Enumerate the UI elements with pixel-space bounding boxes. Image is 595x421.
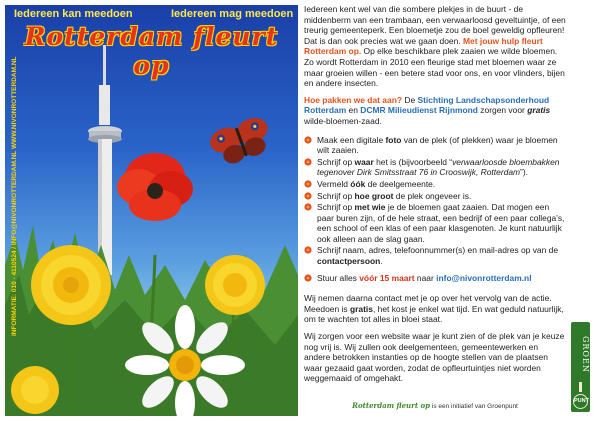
- flower-bullet-icon: [304, 246, 312, 254]
- list-item: Maak een digitale foto van de plek (of plekken) waar je bloemen wilt zaaien.: [304, 135, 566, 156]
- footer-brand: Rotterdam fleurt op: [352, 401, 431, 410]
- deadline-date: vóór 15 maart: [359, 272, 415, 283]
- list-item: Schrijf naam, adres, telefoonnummer(s) en mail-adres op van de contactpersoon.: [304, 245, 566, 266]
- footer-credit: Rotterdam fleurt op is een initiatief van Groenpunt: [352, 401, 518, 410]
- flowers-and-butterfly-illustration: [5, 115, 298, 416]
- flower-bullet-icon: [304, 192, 312, 200]
- intro-paragraph: Iedereen kent wel van die sombere plekjes in de buurt - de middenberm van een trambaan, een verwaarloosd geveltuintje, of een treurig gemeenteperk. Een bloemetje zou de boel geweldig opfleuren! Dat is dan ook precies wat we gaan doen. Met jouw hulp fleurt Rotterdam op. Op elke beschikbare plek zaaien we wilde bloemen. Zo wordt Rotterdam in 2010 een fleurige stad met bloemen waar ze maar groeien willen - een betere stad voor ons, en voor vlinders, bijen en andere insecten.: [304, 4, 566, 89]
- contact-email-link[interactable]: info@nivonrotterdam.nl: [436, 272, 532, 283]
- groen-logo-text: GROEN: [581, 335, 590, 373]
- tagline-right: Iedereen mag meedoen: [171, 8, 294, 20]
- flower-bullet-icon: [304, 180, 312, 188]
- list-item: Schrijf op waar het is (bijvoorbeeld “verwaarloosde bloembakken tegenover Dirk Smitsstraat 76 in Crooswijk, Rotterdam”).: [304, 157, 566, 178]
- poster-title: Rotterdam fleurt op: [24, 22, 279, 80]
- how-paragraph: Hoe pakken we dat aan? De Stichting Landschapsonderhoud Rotterdam en DCMR Milieudienst Rijnmond zorgen voor gratis wilde-bloemen-zaad.: [304, 94, 551, 126]
- list-item: Schrijf op hoe groot de plek ongeveer is.: [304, 191, 566, 202]
- how-question: Hoe pakken we dat aan?: [304, 94, 402, 105]
- article-body: [304, 4, 566, 390]
- list-item: Schrijf op met wie je de bloemen gaat zaaien. Dat mogen een paar buren zijn, of de hele straat, een bedrijf of een paar collega's, een school of een klas of een paar klasgenoten. Je kunt natuurlijk ook alleen aan de slag gaan.: [304, 202, 566, 244]
- flower-bullet-icon: [304, 274, 312, 282]
- intro-highlight: Met jouw hulp fleurt Rotterdam op.: [304, 35, 543, 57]
- logo-stem: [579, 382, 582, 392]
- org-dcmr: DCMR Milieudienst Rijnmond: [360, 105, 478, 116]
- punt-logo-circle: PUNT: [573, 394, 588, 409]
- flower-bullet-icon: [304, 158, 312, 166]
- steps-list: [304, 135, 566, 267]
- flower-bullet-icon: [304, 203, 312, 211]
- org-slr: Stichting Landschapsonderhoud Rotterdam: [304, 94, 550, 116]
- contact-info-vertical: INFORMATIE: 010 - 4110524 / INFO@NIVONROTTERDAM.NL WWW.NIVONROTTERDAM.NL: [11, 57, 18, 337]
- list-item: Vermeld óók de deelgemeente.: [304, 179, 566, 190]
- poster-image: [5, 5, 298, 416]
- website-paragraph: Wij zorgen voor een website waar je kunt zien of de plek van je keuze nog vrij is. Wij zullen ook deelgementeen, gemeentewerken en andere betrokken instanties op de hoogte stellen van de plaatsen waar gezaaid gaat worden, zodat de opfleurtuintjes niet worden weggemaaid of omgehakt.: [304, 331, 565, 384]
- deadline-line: Stuur alles vóór 15 maart naar info@nivonrotterdam.nl: [304, 273, 566, 284]
- groenpunt-logo: [571, 322, 590, 412]
- contact-paragraph: Wij nemen daarna contact met je op over het vervolg van de actie. Meedoen is gratis, het kost je enkel wat tijd. En wat geduld natuurlijk, om te wachten tot alles in bloei staat.: [304, 293, 564, 325]
- flower-bullet-icon: [304, 136, 312, 144]
- tagline-left: Iedereen kan meedoen: [14, 8, 133, 20]
